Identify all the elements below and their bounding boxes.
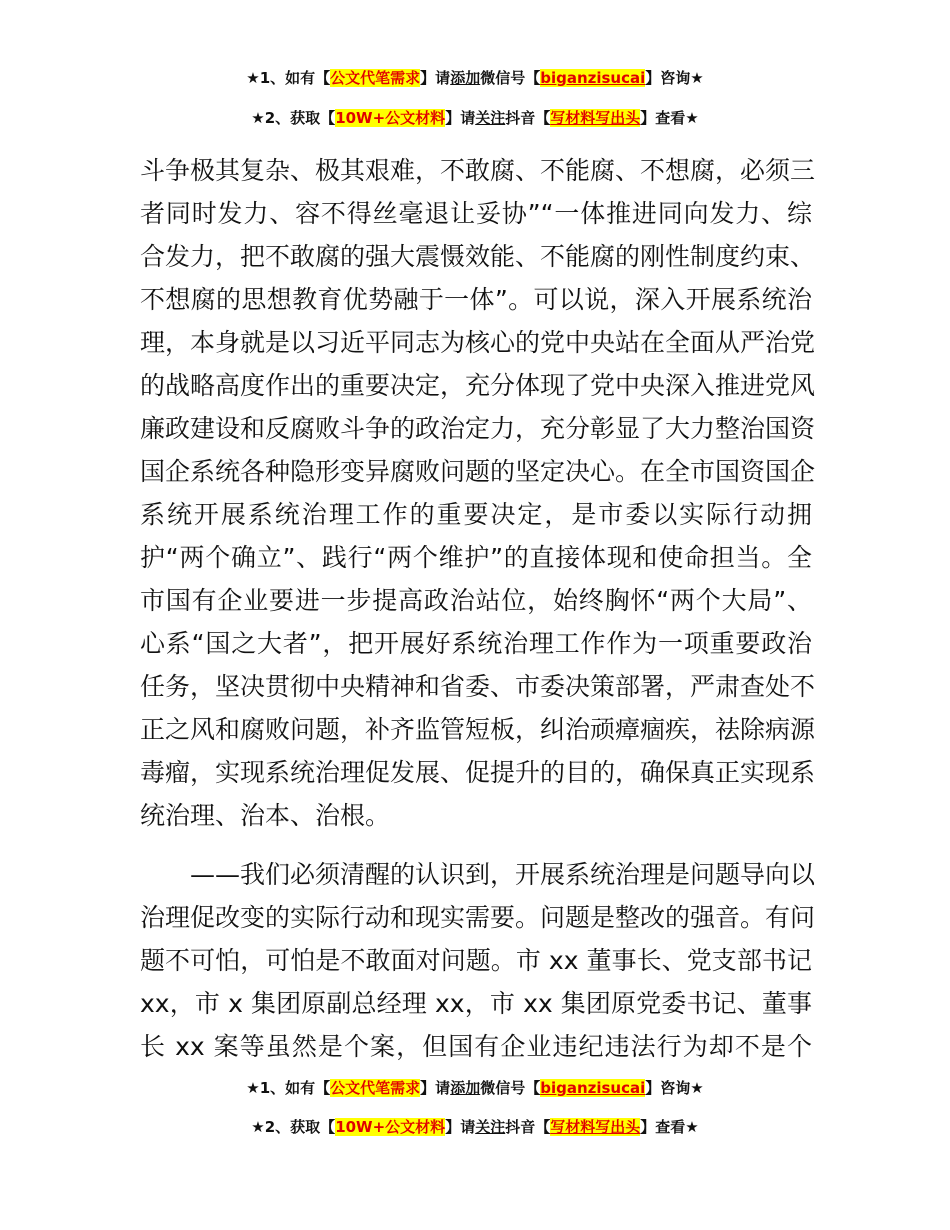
text-line: 题不可怕，可怕是不敢面对问题。市 xx 董事长、党支部书记	[140, 946, 812, 975]
promo-line-2-footer	[0, 1116, 950, 1137]
promo-text: ★1、如有【	[246, 69, 331, 87]
promo-line-2	[0, 107, 950, 128]
promo-underline: 关注	[475, 1118, 506, 1136]
promo-text: ★2、获取【	[251, 109, 336, 127]
promo-text: 】请	[420, 1079, 451, 1097]
text-line: 任务，坚决贯彻中央精神和省委、市委决策部署，严肃查处不	[140, 672, 816, 701]
text-line: 合发力，把不敢腐的强大震慑效能、不能腐的刚性制度约束、	[140, 242, 816, 271]
text-line: 的战略高度作出的重要决定，充分体现了党中央深入推进党风	[140, 371, 816, 400]
text-line: 心系“国之大者”，把开展好系统治理工作作为一项重要政治	[140, 629, 812, 658]
promo-text: 】请	[445, 1118, 476, 1136]
promo-douyin-id: 写材料写出头	[550, 1118, 641, 1136]
promo-wechat-id: biganzisucai	[540, 1079, 646, 1097]
promo-text: 】请	[445, 109, 476, 127]
text-line: 者同时发力、容不得丝毫退让妥协”“一体推进同向发力、综	[140, 199, 812, 228]
promo-underline: 关注	[475, 109, 506, 127]
promo-text: 】咨询★	[645, 1079, 704, 1097]
text-line: 护“两个确立”、践行“两个维护”的直接体现和使命担当。全	[140, 543, 812, 572]
promo-text: ★2、获取【	[251, 1118, 336, 1136]
promo-highlight: 公文代笔需求	[330, 69, 421, 87]
text-line: 理，本身就是以习近平同志为核心的党中央站在全面从严治党	[140, 328, 816, 357]
text-line: 国企系统各种隐形变异腐败问题的坚定决心。在全市国资国企	[140, 457, 816, 486]
text-line: 市国有企业要进一步提高政治站位，始终胸怀“两个大局”、	[140, 586, 812, 615]
text-line: 治理促改变的实际行动和现实需要。问题是整改的强音。有问	[140, 903, 816, 932]
promo-highlight: 10W+公文材料	[335, 1118, 446, 1136]
text-line: 不想腐的思想教育优势融于一体”。可以说，深入开展系统治	[140, 285, 812, 314]
text-line: 统治理、治本、治根。	[140, 801, 391, 830]
promo-underline: 添加	[450, 69, 481, 87]
text-line: 正之风和腐败问题，补齐监管短板，纠治顽瘴痼疾，祛除病源	[140, 715, 816, 744]
promo-line-1-footer	[0, 1077, 950, 1098]
promo-text: 微信号【	[480, 1079, 541, 1097]
promo-highlight: 公文代笔需求	[330, 1079, 421, 1097]
text-line: 廉政建设和反腐败斗争的政治定力，充分彰显了大力整治国资	[140, 414, 816, 443]
promo-text: ★1、如有【	[246, 1079, 331, 1097]
promo-text: 】查看★	[640, 109, 699, 127]
promo-text: 】咨询★	[645, 69, 704, 87]
promo-text: 抖音【	[505, 109, 551, 127]
promo-text: 】请	[420, 69, 451, 87]
promo-highlight: 10W+公文材料	[335, 109, 446, 127]
promo-underline: 添加	[450, 1079, 481, 1097]
promo-text: 微信号【	[480, 69, 541, 87]
text-line: 系统开展系统治理工作的重要决定，是市委以实际行动拥	[140, 500, 812, 529]
promo-line-1	[0, 67, 950, 88]
text-line: ——我们必须清醒的认识到，开展系统治理是问题导向以	[190, 860, 816, 889]
text-line: 斗争极其复杂、极其艰难，不敢腐、不能腐、不想腐，必须三	[140, 156, 816, 185]
text-line: 毒瘤，实现系统治理促发展、促提升的目的，确保真正实现系	[140, 758, 816, 787]
text-line: 长 xx 案等虽然是个案，但国有企业违纪违法行为却不是个	[140, 1032, 812, 1061]
text-line: xx，市 x 集团原副总经理 xx，市 xx 集团原党委书记、董事	[140, 989, 812, 1018]
promo-text: 抖音【	[505, 1118, 551, 1136]
promo-wechat-id: biganzisucai	[540, 69, 646, 87]
promo-text: 】查看★	[640, 1118, 699, 1136]
promo-douyin-id: 写材料写出头	[550, 109, 641, 127]
